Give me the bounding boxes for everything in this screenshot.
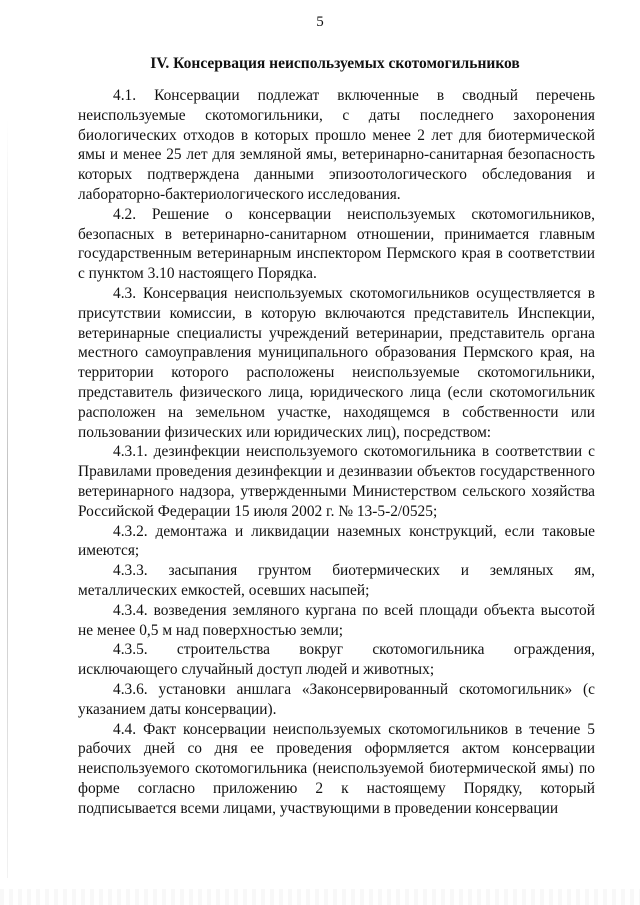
paragraph-4-1: 4.1. Консервации подлежат включенные в сводный перечень неиспользуемые скотомогильники, с даты последнего захоронения биологических отходов в которых прошло менее 2 лет для биотермической ямы и менее 25 лет для земляной ямы, ветеринарно-санитарная безопасность которых подтверждена данными эпизоотологического обследования и лабораторно-бактериологического исследования. xyxy=(78,87,595,203)
page-number: 5 xyxy=(316,14,324,30)
scan-bottom-edge xyxy=(0,889,640,905)
paragraph-4-3-6: 4.3.6. установки аншлага «Законсервированный скотомогильник» (с указанием даты консервации). xyxy=(78,680,595,718)
paragraph-4-3-3: 4.3.3. засыпания грунтом биотермических и земляных ям, металлических емкостей, осевших насыпей; xyxy=(78,562,595,599)
paragraph-4-4: 4.4. Факт консервации неиспользуемых скотомогильников в течение 5 рабочих дней со дня ее проведения оформляется актом консервации неиспользуемого скотомогильника (неиспользуемой биотермической ямы) по форме согласно приложению 2 к настоящему Порядку, который подписывается всеми лицами, участвующими в проведении консервации xyxy=(78,720,595,817)
scan-edge-shadow xyxy=(7,118,8,878)
paragraph-4-3: 4.3. Консервация неиспользуемых скотомогильников осуществляется в присутствии комиссии, в которую включаются представитель Инспекции, ветеринарные специалисты учреждений ветеринарии, представитель органа местного самоуправления муниципального образования Пермского края, на территории которого расположены неиспользуемые скотомогильники, представитель физического лица, юридического лица (если скотомогильник расположен на земельном участке, находящемся в собственности или пользовании физических или юридических лиц), посредством: xyxy=(78,284,595,441)
document-body xyxy=(78,86,595,818)
paragraph-4-3-2: 4.3.2. демонтажа и ликвидации наземных конструкций, если таковые имеются; xyxy=(78,522,595,560)
paragraph-4-3-4: 4.3.4. возведения земляного кургана по всей площади объекта высотой не менее 0,5 м над поверхностью земли; xyxy=(78,601,595,639)
paragraph-4-3-1: 4.3.1. дезинфекции неиспользуемого скотомогильника в соответствии с Правилами проведения дезинфекции и дезинвазии объектов государственного ветеринарного надзора, утвержденными Министерством сельского хозяйства Российской Федерации 15 июля 2002 г. № 13-5-2/0525; xyxy=(78,443,595,520)
paragraph-4-3-5: 4.3.5. строительства вокруг скотомогильника ограждения, исключающего случайный доступ людей и животных; xyxy=(78,641,595,679)
paragraph-4-2: 4.2. Решение о консервации неиспользуемых скотомогильников, безопасных в ветеринарно-санитарном отношении, принимается главным государственным ветеринарным инспектором Пермского края в соответствии с пунктом 3.10 настоящего Порядка. xyxy=(78,205,595,283)
section-title: IV. Консервация неиспользуемых скотомогильников xyxy=(150,55,520,72)
